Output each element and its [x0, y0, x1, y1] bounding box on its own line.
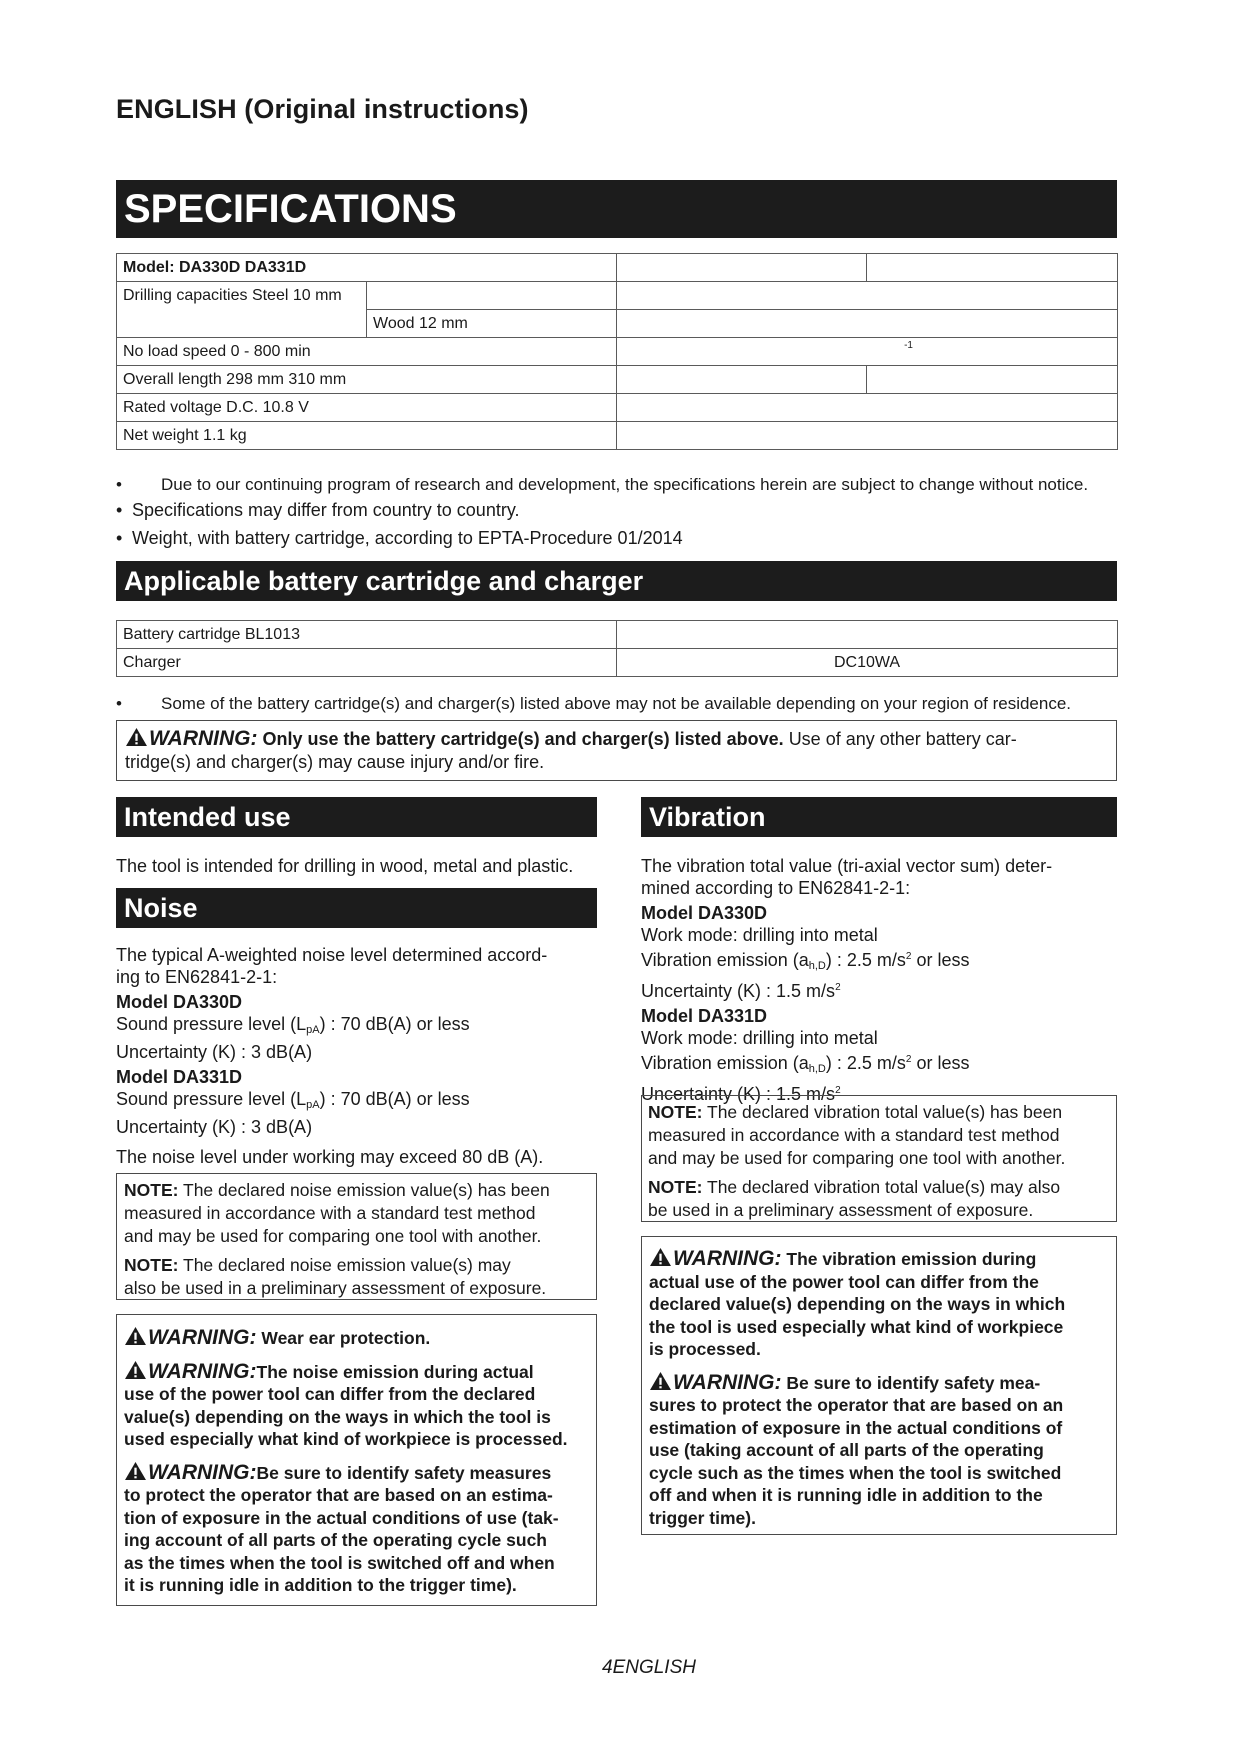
bullet-dot: •: [116, 528, 123, 548]
battery-note-text: Some of the battery cartridge(s) and charger(s) listed above may not be available depending on your region of residence.: [161, 694, 1072, 713]
warning-icon: [124, 1360, 147, 1380]
vibration-warning-2: WARNING: Be sure to identify safety mea-: [649, 1371, 1065, 1395]
battery-cartridge: Battery cartridge BL1013: [117, 621, 617, 649]
warning-icon: [125, 727, 148, 747]
table-cell: [617, 422, 1118, 450]
noise-uncertainty-1: Uncertainty (K) : 3 dB(A): [116, 1042, 313, 1062]
table-cell: [617, 254, 867, 282]
vibration-heading: Vibration: [641, 797, 1117, 837]
table-row: [117, 282, 1118, 310]
noise-warning-2: WARNING:The noise emission during actual: [124, 1360, 568, 1384]
vibration-intro: The vibration total value (tri-axial vector sum) deter-: [641, 856, 1053, 876]
table-cell: [617, 394, 1118, 422]
noise-spl-1: Sound pressure level $(L_{pA})$ : 70 dB(A) or less: [116, 1014, 470, 1036]
table-row: [117, 254, 1118, 282]
noise-note-box: [116, 1173, 597, 1300]
bullet-dot: •: [116, 500, 123, 520]
vibration-notes: NOTE: The declared vibration total value(s) has been measured in accordance with a standard test method and may be used for comparing one tool with another. NOTE: The declared vibration total value(s) may also be used in a preliminary assessment of exposure.: [648, 1102, 1066, 1220]
warning-text: Use of any other battery car-: [788, 729, 1017, 749]
noise-heading: Noise: [116, 888, 597, 928]
noise-model-1: Model DA330D: [116, 992, 243, 1012]
vibration-emission-2: Vibration emission $(a_{h,D})$ : 2.5 $m/s^2$ or less: [641, 1053, 970, 1075]
spec-overall-length: Overall length 298 mm 310 mm: [117, 366, 617, 394]
spec-drilling-wood: Wood 12 mm: [367, 310, 617, 338]
table-cell: [367, 282, 617, 310]
spec-rated-voltage: Rated voltage D.C. 10.8 V: [117, 394, 617, 422]
noise-body: [116, 944, 547, 1168]
vibration-mode-2: Work mode: drilling into metal: [641, 1028, 878, 1048]
vibration-warnings: WARNING: The vibration emission during actual use of the power tool can differ from the declared value(s) depending on the ways in which the tool is used especially what kind of workpiece is processed. WARNING: Be sure to identify safety mea- sures to protect the operator that are based on an estimation of exposure in the actual conditions of use (taking account of all parts of the operating cycle such as the times when the tool is switched off and when it is running idle in addition to the trigger time).: [649, 1247, 1066, 1528]
table-cell: [617, 621, 1118, 649]
vibration-warning-1: WARNING: The vibration emission during: [649, 1247, 1065, 1271]
page-footer: 4ENGLISH: [602, 1657, 696, 1678]
table-row: [117, 338, 1118, 366]
vibration-uncertainty-1: Uncertainty (K) : 1.5 $m/s^2$: [641, 981, 841, 1001]
spec-no-load-speed: No load speed 0 - 800 min: [117, 338, 617, 366]
vibration-mode-1: Work mode: drilling into metal: [641, 925, 878, 945]
noise-uncertainty-2: Uncertainty (K) : 3 dB(A): [116, 1117, 313, 1137]
table-row: [117, 394, 1118, 422]
spec-note-3-text: Weight, with battery cartridge, according to EPTA-Procedure 01/2014: [132, 528, 683, 548]
noise-exceed: The noise level under working may exceed 80 dB (A).: [116, 1147, 544, 1167]
specifications-table: [116, 253, 1118, 450]
table-row: [117, 422, 1118, 450]
table-cell: [867, 366, 1118, 394]
noise-note-1: NOTE: The declared noise emission value(s) has been: [124, 1180, 550, 1200]
vibration-uncertainty-2: Uncertainty (K) : 1.5 $m/s^2$: [641, 1084, 841, 1104]
battery-warning-box: [116, 720, 1117, 781]
specifications-heading: SPECIFICATIONS: [116, 180, 1117, 238]
bullet-dot: •: [116, 694, 122, 713]
vibration-intro: mined according to EN62841-2-1:: [641, 878, 911, 898]
warning-icon: [649, 1247, 672, 1267]
noise-warning-box: [116, 1314, 597, 1606]
noise-warning-3: WARNING:Be sure to identify safety measures: [124, 1461, 568, 1485]
vibration-note-box: [641, 1095, 1117, 1222]
noise-intro: ing to EN62841-2-1:: [116, 967, 278, 987]
charger-value: DC10WA: [617, 649, 1118, 677]
warning-text: tridge(s) and charger(s) may cause injury and/or fire.: [125, 752, 545, 772]
battery-heading: Applicable battery cartridge and charger: [116, 561, 1117, 601]
table-cell: [617, 366, 867, 394]
vibration-note-1: NOTE: The declared vibration total value(s) has been: [648, 1102, 1063, 1122]
warning-icon: [649, 1371, 672, 1391]
noise-warning-1: WARNING: Wear ear protection.: [124, 1326, 568, 1350]
spec-net-weight: Net weight 1.1 kg: [117, 422, 617, 450]
vibration-model-2: Model DA331D: [641, 1006, 768, 1026]
document-title: ENGLISH (Original instructions): [116, 94, 529, 124]
noise-notes: NOTE: The declared noise emission value(s) has been measured in accordance with a standard test method and may be used for comparing one tool with another. NOTE: The declared noise emission value(s) may also be used in a preliminary assessment of exposure.: [124, 1180, 550, 1298]
spec-model: Model: DA330D DA331D: [117, 254, 617, 282]
bullet-dot: •: [116, 475, 122, 494]
table-cell: [617, 282, 1118, 310]
noise-note-2: NOTE: The declared noise emission value(s) may: [124, 1255, 511, 1275]
vibration-warning-box: [641, 1236, 1117, 1535]
warning-bold: Only use the battery cartridge(s) and charger(s) listed above.: [262, 729, 784, 749]
noise-spl-2: Sound pressure level $(L_{pA})$ : 70 dB(A) or less: [116, 1089, 470, 1111]
vibration-emission-1: Vibration emission $(a_{h,D})$ : 2.5 $m/s^2$ or less: [641, 950, 970, 972]
noise-intro: The typical A-weighted noise level determined accord-: [116, 945, 548, 965]
battery-warning: [125, 727, 1017, 774]
spec-note-1-text: Due to our continuing program of research and development, the specifications herein are subject to change without notice.: [161, 475, 1089, 494]
table-row: [117, 621, 1118, 649]
spec-note-2-text: Specifications may differ from country to country.: [132, 500, 520, 520]
vibration-model-1: Model DA330D: [641, 903, 768, 923]
table-cell: [617, 310, 1118, 338]
noise-warnings: WARNING: Wear ear protection. WARNING:The noise emission during actual use of the power tool can differ from the declared value(s) depending on the ways in which the tool is used especially what kind of workpiece is processed. WARNING:Be sure to identify safety measures to protect the operator that are based on an estima- tion of exposure in the actual conditions of use (tak- ing account of all parts of the operating cycle such as the times when the tool is switched off and when it is running idle in addition to the trigger time).: [124, 1326, 568, 1595]
intended-use-heading: Intended use: [116, 797, 597, 837]
speed-unit-superscript: -1: [904, 340, 913, 351]
warning-icon: [124, 1461, 147, 1481]
battery-table: [116, 620, 1118, 677]
table-cell: [867, 254, 1118, 282]
intended-use-text: The tool is intended for drilling in wood, metal and plastic.: [116, 856, 574, 876]
table-row: [117, 649, 1118, 677]
table-row: [117, 366, 1118, 394]
vibration-body: [641, 855, 1052, 1105]
vibration-note-2: NOTE: The declared vibration total value(s) may also: [648, 1177, 1061, 1197]
spec-drilling-steel: Drilling capacities Steel 10 mm: [117, 282, 367, 338]
charger-label: Charger: [117, 649, 617, 677]
warning-icon: [124, 1326, 147, 1346]
noise-model-2: Model DA331D: [116, 1067, 243, 1087]
warning-label: WARNING:: [149, 727, 258, 750]
table-cell: [617, 338, 1118, 366]
